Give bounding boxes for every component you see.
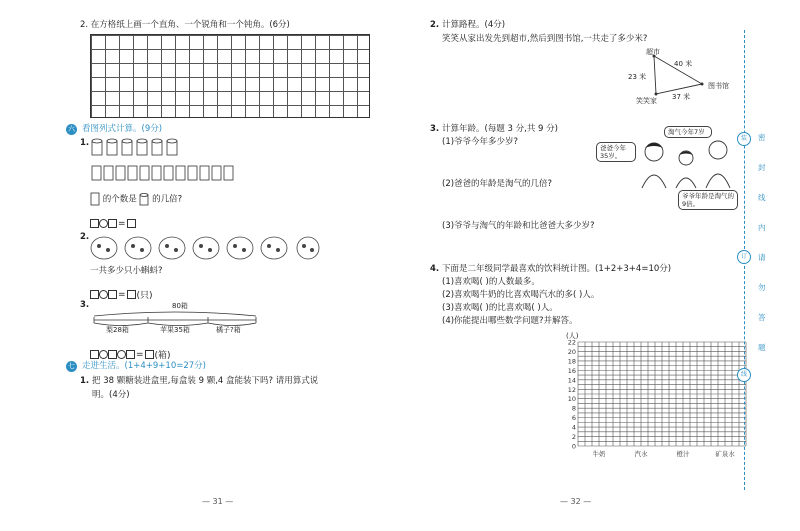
- tadpole-bowls-illustration: [90, 234, 320, 262]
- dad-speech-bubble: 爸爸今年35岁。: [596, 142, 636, 162]
- operator-circle[interactable]: [99, 350, 108, 359]
- problem-2-number: 2.: [80, 232, 90, 242]
- cube-icon: [90, 192, 100, 206]
- problem-2-equation: = (只): [90, 284, 154, 303]
- chart-y-tick-label: 10: [567, 395, 576, 404]
- left-q2-label: 2. 在方格纸上画一个直角、一个锐角和一个钝角。(6分): [80, 20, 290, 30]
- chart-y-tick-label: 20: [567, 347, 576, 356]
- chart-y-tick-label: 0: [571, 442, 576, 451]
- right-q2-number: 2.: [430, 20, 440, 30]
- chart-y-tick-label: 14: [567, 376, 576, 385]
- right-q3-b: (2)爸爸的年龄是淘气的几倍?: [442, 179, 553, 189]
- sidebar-char: 勿: [758, 283, 766, 292]
- chart-y-unit-label: (人): [566, 332, 579, 340]
- sidebar-char: 线: [758, 193, 766, 202]
- cylinder-icon: [139, 192, 149, 206]
- map-distance-23: 23 米: [628, 73, 647, 81]
- segment-label-pears: 梨28箱: [106, 326, 129, 334]
- section-seven-badge: 七: [68, 362, 75, 370]
- problem-3-number: 3.: [80, 300, 90, 310]
- sidebar-char: 题: [758, 343, 766, 352]
- answer-box[interactable]: [127, 290, 136, 299]
- right-q4-title: 下面是二年级同学最喜欢的饮料统计图。(1+2+3+4=10分): [442, 264, 672, 274]
- life-1-line2: 明。(4分): [92, 390, 130, 400]
- answer-box[interactable]: [108, 350, 117, 359]
- operator-circle[interactable]: [99, 290, 108, 299]
- answer-box[interactable]: [90, 219, 99, 228]
- answer-box[interactable]: [108, 219, 117, 228]
- right-q4-d: (4)你能提出哪些数学问题?并解答。: [442, 316, 578, 326]
- operator-circle[interactable]: [99, 219, 108, 228]
- right-q2-desc: 笑笑从家出发先到超市,然后到图书馆,一共走了多少米?: [442, 34, 648, 44]
- binding-ring: 线: [737, 368, 751, 382]
- problem-1-equation: =: [90, 213, 136, 232]
- cylinders-and-cubes-illustration: [90, 138, 270, 188]
- answer-box[interactable]: [126, 350, 135, 359]
- chart-y-tick-label: 22: [567, 338, 576, 347]
- route-triangle-map: [648, 50, 708, 98]
- chart-x-category-label: 汽水: [634, 450, 648, 458]
- chart-x-category-label: 牛奶: [592, 450, 606, 458]
- right-page-number: — 32 —: [560, 497, 592, 506]
- life-1-number: 1.: [80, 376, 90, 386]
- map-supermarket-label: 超市: [646, 48, 660, 56]
- operator-circle[interactable]: [117, 350, 126, 359]
- section-six-badge: 六: [68, 125, 75, 133]
- life-1-line1: 把 38 颗糖装进盒里,每盒装 9 颗,4 盒能装下吗? 请用算式说: [92, 376, 319, 386]
- problem-3-equation: = (箱): [90, 344, 172, 363]
- family-illustration: [636, 138, 738, 190]
- chart-x-category-label: 矿泉水: [715, 450, 735, 458]
- right-q4-c: (3)喜欢喝( )的比喜欢喝( )人。: [442, 303, 558, 313]
- sidebar-char: 内: [758, 223, 766, 232]
- chart-y-tick-label: 18: [567, 357, 576, 366]
- right-q3-c: (3)爷爷与淘气的年龄和比爸爸大多少岁?: [442, 221, 595, 231]
- section-seven-title: 走进生活。(1+4+9+10=27分): [82, 361, 206, 371]
- chart-y-tick-label: 4: [571, 423, 576, 432]
- cube-row: [92, 166, 233, 180]
- right-q4-number: 4.: [430, 264, 440, 274]
- chart-y-tick-label: 16: [567, 366, 576, 375]
- right-q2-title: 计算路程。(4分): [442, 20, 506, 30]
- right-q3-title: 计算年龄。(每题 3 分,共 9 分): [442, 124, 558, 134]
- drink-bar-chart: [560, 338, 750, 462]
- taoqi-speech-bubble: 淘气今年7岁: [664, 126, 712, 138]
- right-q4-b: (2)喜欢喝牛奶的比喜欢喝汽水的多( )人。: [442, 290, 600, 300]
- map-distance-40: 40 米: [674, 60, 693, 68]
- answer-box[interactable]: [127, 219, 136, 228]
- sidebar-char: 请: [758, 253, 766, 262]
- answer-box[interactable]: [145, 350, 154, 359]
- grandpa-speech-bubble: 爷爷年龄是淘气的9倍。: [678, 190, 738, 210]
- right-q3-number: 3.: [430, 124, 440, 134]
- problem-1-number: 1.: [80, 138, 90, 148]
- chart-y-tick-label: 2: [571, 433, 576, 442]
- chart-y-tick-label: 6: [571, 414, 576, 423]
- answer-box[interactable]: [90, 350, 99, 359]
- right-q3-a: (1)爷爷今年多少岁?: [442, 137, 519, 147]
- sidebar-char: 密: [758, 133, 766, 142]
- problem-3-total-label: 80箱: [172, 302, 188, 310]
- right-q4-a: (1)喜欢喝( )的人数最多。: [442, 277, 540, 287]
- square-grid-paper: [90, 34, 370, 118]
- left-page-number: — 31 —: [202, 497, 234, 506]
- map-library-label: 图书馆: [708, 82, 729, 90]
- map-home-label: 笑笑家: [636, 97, 657, 105]
- chart-y-tick-label: 12: [567, 385, 576, 394]
- sidebar-char: 封: [758, 163, 766, 172]
- chart-y-tick-label: 8: [571, 404, 576, 413]
- problem-2-question: 一共多少只小蝌蚪?: [90, 266, 163, 276]
- chart-x-category-label: 橙汁: [676, 450, 690, 458]
- map-distance-37: 37 米: [672, 93, 691, 101]
- sidebar-char: 答: [758, 313, 766, 322]
- binding-ring: 订: [737, 250, 751, 264]
- cylinder-row: [92, 139, 177, 155]
- answer-box[interactable]: [90, 290, 99, 299]
- segment-label-oranges: 橘子?箱: [216, 326, 241, 334]
- problem-1-question: 的个数是 的几倍?: [90, 192, 182, 206]
- answer-box[interactable]: [108, 290, 117, 299]
- segment-label-apples: 苹果35箱: [160, 326, 190, 334]
- binding-ring: 装: [737, 132, 751, 146]
- section-six-title: 看图列式计算。(9分): [82, 124, 163, 134]
